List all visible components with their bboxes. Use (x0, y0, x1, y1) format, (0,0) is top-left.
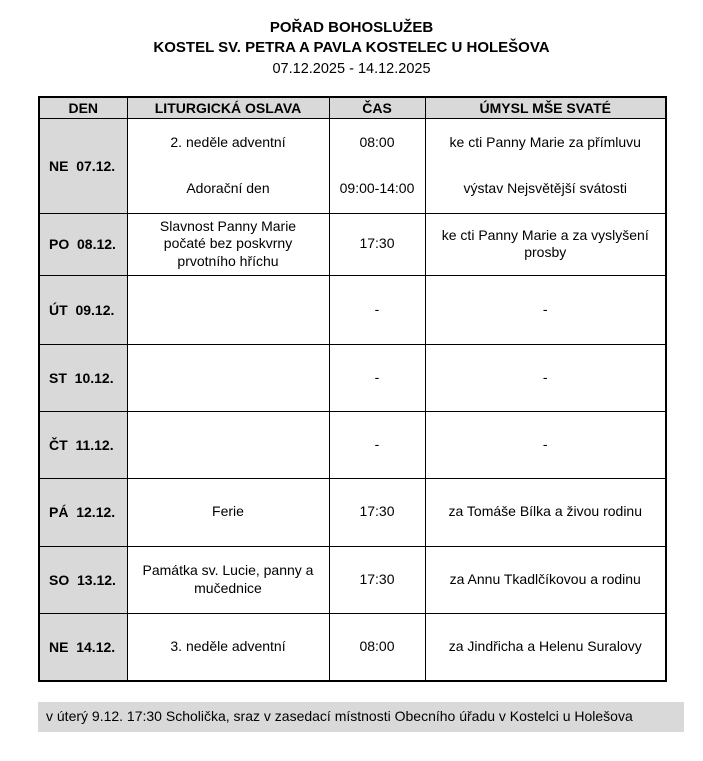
time-cell: 17:30 (329, 478, 425, 546)
celebration-cell (127, 344, 329, 411)
time-cell: - (329, 344, 425, 411)
celebration-cell (127, 275, 329, 344)
celebration-cell: Ferie (127, 478, 329, 546)
day-cell: SO 13.12. (39, 546, 127, 613)
day-cell: ČT 11.12. (39, 411, 127, 478)
table-row (39, 546, 666, 613)
celebration-entry: 2. neděle adventní (170, 133, 286, 150)
celebration-entry: Adorační den (186, 180, 270, 196)
intention-cell (425, 118, 666, 213)
celebration-cell: Slavnost Panny Marie počaté bez poskvrny prvotního hříchu (127, 213, 329, 275)
intention-cell: za Annu Tkadlčíkovou a rodinu (425, 546, 666, 613)
intention-cell: - (425, 411, 666, 478)
time-cell (329, 118, 425, 213)
church-name: KOSTEL SV. PETRA A PAVLA KOSTELEC U HOLEŠOVA (153, 39, 550, 56)
intention-cell: - (425, 275, 666, 344)
col-header-celebration: LITURGICKÁ OSLAVA (127, 97, 329, 118)
day-cell: PÁ 12.12. (39, 478, 127, 546)
page-title: POŘAD BOHOSLUŽEB (269, 19, 434, 36)
intention-cell: - (425, 344, 666, 411)
table-row (39, 118, 666, 213)
schedule-table (38, 96, 667, 682)
intention-cell: za Tomáše Bílka a živou rodinu (425, 478, 666, 546)
intention-cell: za Jindřicha a Helenu Suralovy (425, 613, 666, 681)
day-cell: NE 14.12. (39, 613, 127, 681)
intention-cell: ke cti Panny Marie a za vyslyšení prosby (425, 213, 666, 275)
celebration-cell: 3. neděle adventní (127, 613, 329, 681)
time-entry: 08:00 (359, 133, 395, 150)
table-row (39, 411, 666, 478)
time-cell: 08:00 (329, 613, 425, 681)
celebration-cell (127, 118, 329, 213)
time-cell: 17:30 (329, 213, 425, 275)
table-row (39, 213, 666, 275)
col-header-intention: ÚMYSL MŠE SVATÉ (425, 97, 666, 118)
time-cell: - (329, 275, 425, 344)
title-block (38, 18, 665, 80)
celebration-cell: Památka sv. Lucie, panny a mučednice (127, 546, 329, 613)
celebration-cell (127, 411, 329, 478)
time-entry: 09:00-14:00 (339, 180, 415, 196)
day-cell: NE 07.12. (39, 118, 127, 213)
col-header-day: DEN (39, 97, 127, 118)
col-header-time: ČAS (329, 97, 425, 118)
day-cell: ÚT 09.12. (39, 275, 127, 344)
table-row (39, 275, 666, 344)
intention-entry: výstav Nejsvětější svátosti (463, 180, 627, 196)
table-row (39, 613, 666, 681)
time-cell: - (329, 411, 425, 478)
table-row (39, 478, 666, 546)
intention-entry: ke cti Panny Marie za přímluvu (449, 133, 641, 150)
table-header-row (39, 97, 666, 118)
time-cell: 17:30 (329, 546, 425, 613)
day-cell: ST 10.12. (39, 344, 127, 411)
date-range: 07.12.2025 - 14.12.2025 (272, 61, 431, 77)
table-row (39, 344, 666, 411)
footer-note: v úterý 9.12. 17:30 Scholička, sraz v zasedací místnosti Obecního úřadu v Kostelci u Holešova (38, 702, 684, 732)
day-cell: PO 08.12. (39, 213, 127, 275)
